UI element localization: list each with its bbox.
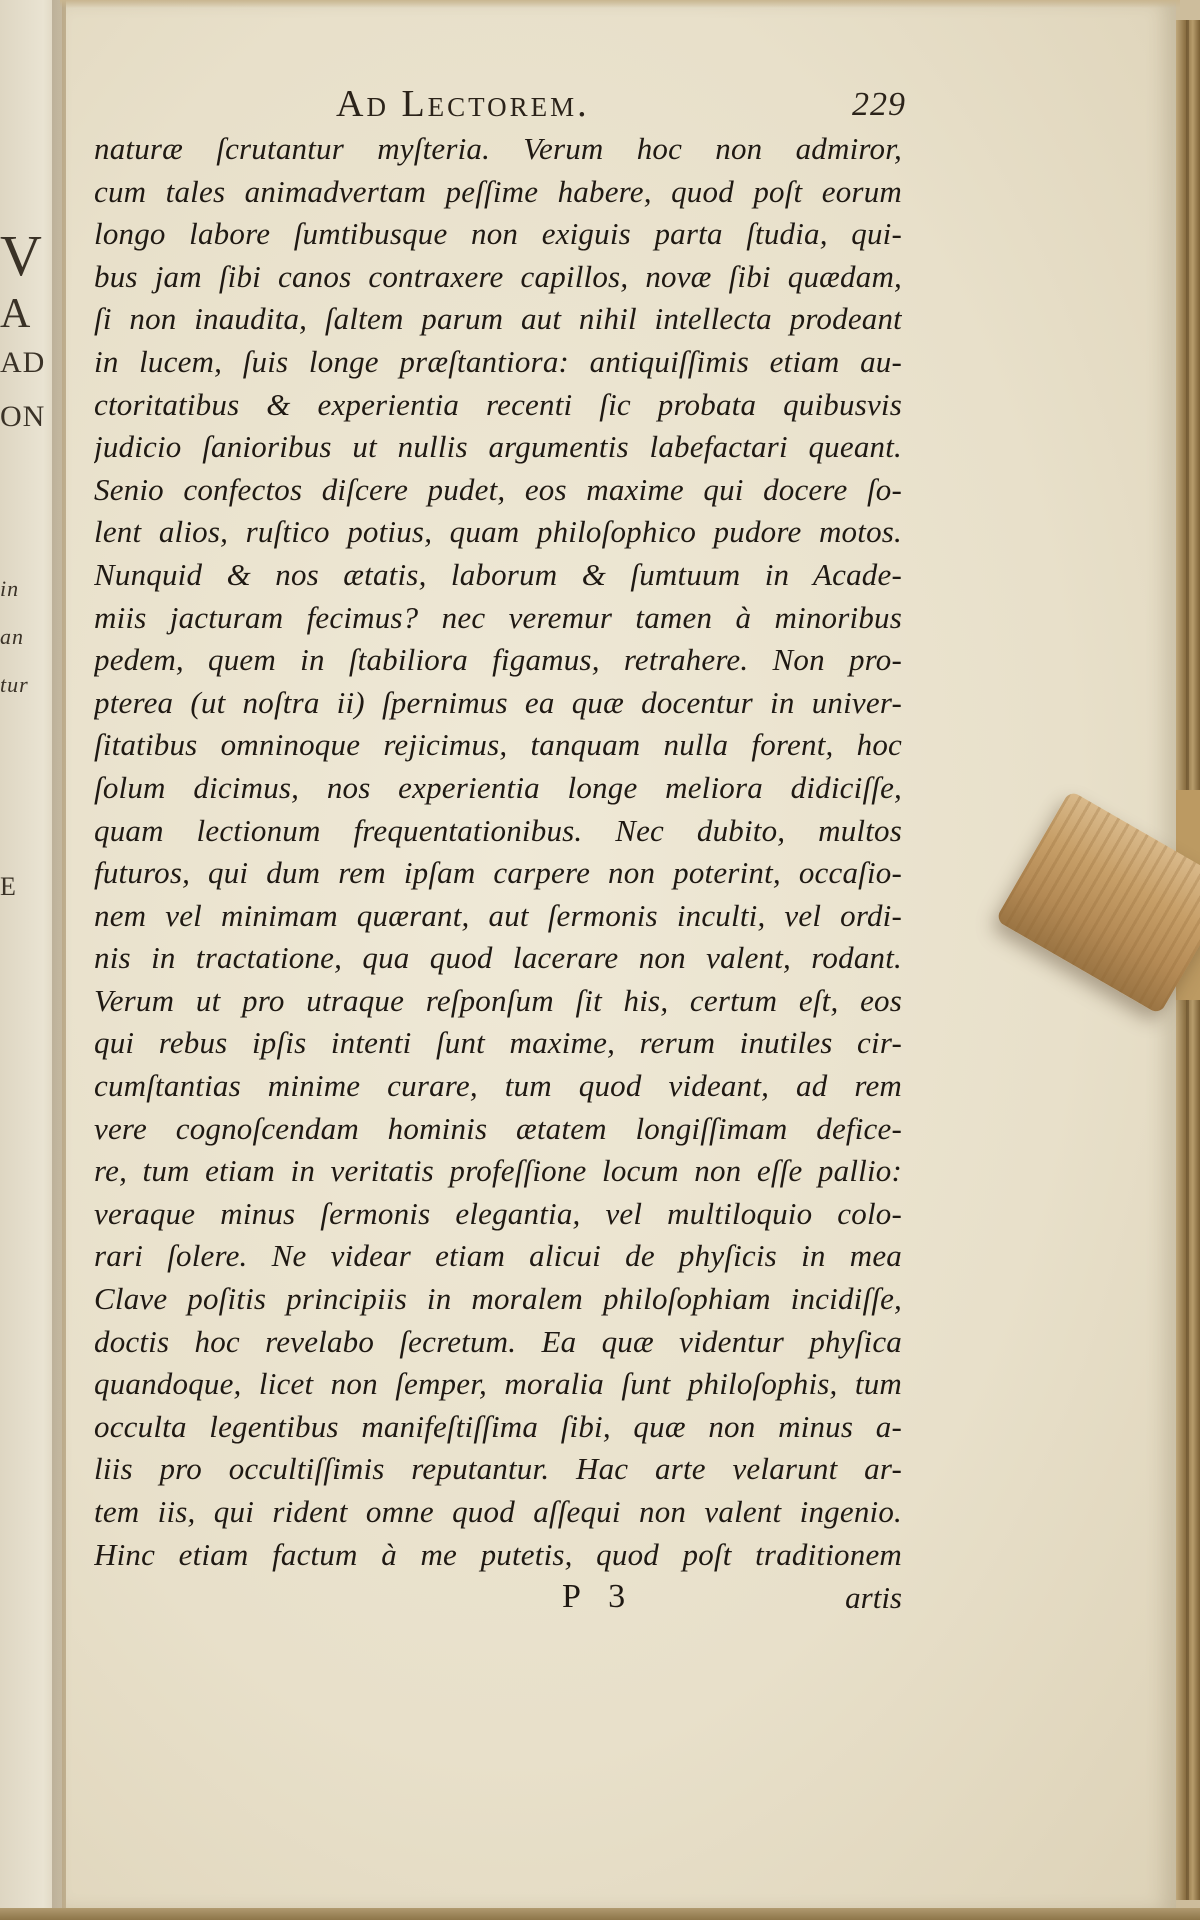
text-line: miis jacturam fecimus? nec veremur tamen à minoribus <box>94 599 902 635</box>
facing-page-fragment: ON <box>0 400 46 433</box>
text-line: Nunquid & nos ætatis, laborum & ſumtuum in Acade- <box>94 556 902 592</box>
text-line: tem iis, qui rident omne quod aſſequi non valent ingenio. <box>94 1494 902 1529</box>
facing-page-fragment: AD <box>0 346 46 379</box>
catchword: artis <box>845 1580 902 1615</box>
text-line: liis pro occultiſſimis reputantur. Hac arte velarunt ar- <box>94 1451 902 1487</box>
text-line: naturæ ſcrutantur myſteria. Verum hoc non admiror, <box>94 131 902 166</box>
text-line: rari ſolere. Ne videar etiam alicui de phyſicis in mea <box>94 1238 902 1274</box>
text-line: cumſtantias minime curare, tum quod videant, ad rem <box>94 1068 902 1104</box>
body-text <box>94 128 902 1576</box>
text-line: Verum ut pro utraque reſponſum ſit his, certum eſt, eos <box>94 982 902 1018</box>
page-bottom-edge <box>0 1908 1200 1920</box>
text-line: occulta legentibus manifeſtiſſima ſibi, quæ non minus a- <box>94 1408 902 1444</box>
text-line: futuros, qui dum rem ipſam carpere non poterint, occaſio- <box>94 855 902 891</box>
text-line: pedem, quem in ſtabiliora figamus, retrahere. Non pro- <box>94 642 902 678</box>
text-line: Hinc etiam factum à me putetis, quod poſt traditionem <box>94 1536 902 1572</box>
page-footer <box>94 1578 902 1628</box>
text-line: qui rebus ipſis intenti ſunt maxime, rerum inutiles cir- <box>94 1025 902 1061</box>
text-line: pterea (ut noſtra ii) ſpernimus ea quæ docentur in univer- <box>94 684 902 720</box>
facing-page-fragment: an <box>0 624 24 649</box>
running-head: Ad Lectorem. <box>336 83 590 125</box>
text-line: nem vel minimam quærant, aut ſermonis inculti, vel ordi- <box>94 897 902 933</box>
text-line: Clave poſitis principiis in moralem philoſophiam incidiſſe, <box>94 1281 902 1317</box>
text-line: ſolum dicimus, nos experientia longe meliora didiciſſe, <box>94 769 902 805</box>
page-top-edge <box>60 0 1180 8</box>
text-line: judicio ſanioribus ut nullis argumentis labefactari queant. <box>94 429 902 465</box>
facing-page-fragment: E <box>0 872 17 901</box>
text-line: lent alios, ruſtico potius, quam philoſophico pudore motos. <box>94 514 902 550</box>
text-line: veraque minus ſermonis elegantia, vel multiloquio colo- <box>94 1195 902 1231</box>
text-line: cum tales animadvertam peſſime habere, quod poſt eorum <box>94 173 902 209</box>
facing-page-fragment: A <box>0 291 32 337</box>
text-line: ſi non inaudita, ſaltem parum aut nihil intellecta prodeant <box>94 301 902 337</box>
text-line: quam lectionum frequentationibus. Nec dubito, multos <box>94 812 902 848</box>
text-line: vere cognoſcendam hominis ætatem longiſſimam defice- <box>94 1110 902 1146</box>
facing-page-fragment: V <box>0 223 43 288</box>
signature-mark: P 3 <box>562 1578 636 1615</box>
text-line: longo labore ſumtibusque non exiguis parta ſtudia, qui- <box>94 216 902 252</box>
text-line: bus jam ſibi canos contraxere capillos, novæ ſibi quædam, <box>94 258 902 294</box>
page-number: 229 <box>852 86 906 123</box>
text-line: ſitatibus omninoque rejicimus, tanquam nulla forent, hoc <box>94 727 902 763</box>
text-line: in lucem, ſuis longe præſtantiora: antiquiſſimis etiam au- <box>94 343 902 379</box>
text-line: Senio confectos diſcere pudet, eos maxime qui docere ſo- <box>94 471 902 507</box>
text-line: re, tum etiam in veritatis profeſſione locum non eſſe pallio: <box>94 1153 902 1189</box>
text-line: doctis hoc revelabo ſecretum. Ea quæ videntur phyſica <box>94 1323 902 1359</box>
text-line: ctoritatibus & experientia recenti ſic probata quibusvis <box>94 386 902 422</box>
text-line: nis in tractatione, qua quod lacerare non valent, rodant. <box>94 940 902 976</box>
facing-page-fragment: tur <box>0 672 29 697</box>
facing-page-fragment: in <box>0 576 20 601</box>
text-line: quandoque, licet non ſemper, moralia ſunt philoſophis, tum <box>94 1366 902 1402</box>
